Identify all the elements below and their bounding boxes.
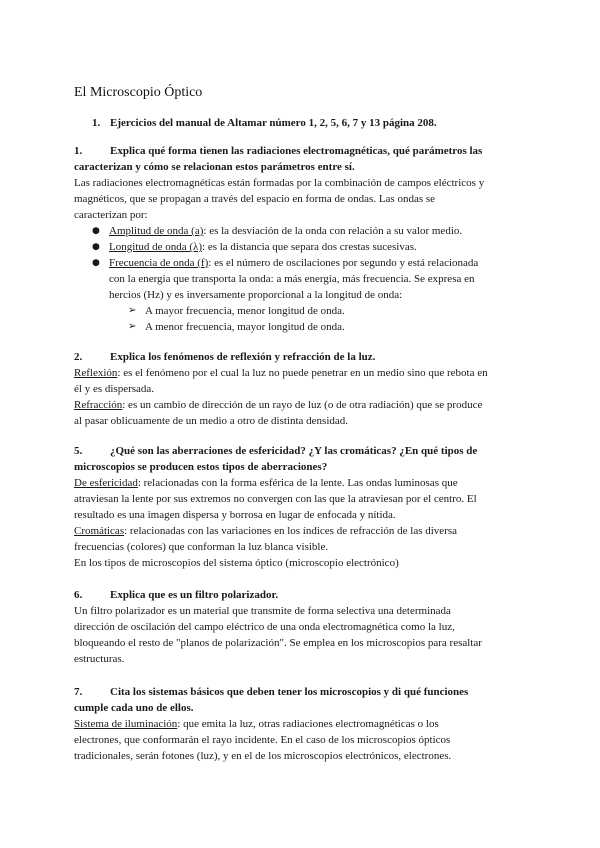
bullet-icon: ● [92, 242, 100, 252]
q5-closing-line: En los tipos de microscopios del sistema óptico (microscopio electrónico) [74, 557, 399, 569]
q1-frequency-line3: hercios (Hz) y es inversamente proporcional a la longitud de onda: [109, 289, 403, 301]
q5-number: 5. [74, 445, 83, 457]
term-frequency: Frecuencia de onda (f) [109, 257, 209, 269]
q7-number: 7. [74, 686, 83, 698]
q6-paragraph-line4: estructuras. [74, 653, 125, 665]
exercise-list-number: 1. [92, 117, 101, 129]
term-esfericidad: De esfericidad [74, 477, 138, 489]
q1-paragraph-line1: Las radiaciones electromagnéticas están formadas por la combinación de campos eléctricos y [74, 177, 485, 189]
q1-frequency-line2: con la energía que transporta la onda: a más energía, más frecuencia. Se expresa en [109, 273, 475, 285]
q5-cromaticas-line1: Cromáticas: relacionadas con las variaciones en los índices de refracción de las diversa [74, 525, 458, 537]
q1-heading-text: Explica qué forma tienen las radiaciones electromagnéticas, qué parámetros las [110, 145, 483, 157]
q7-heading-text: Cita los sistemas básicos que deben tener los microscopios y di qué funciones [110, 686, 469, 698]
q7-heading-line1 [74, 684, 534, 701]
q2-heading [74, 349, 534, 366]
q1-bullet-wavelength: Longitud de onda (λ): es la distancia que separa dos crestas sucesivas. [109, 241, 417, 253]
q1-sub-item-2: A menor frecuencia, mayor longitud de onda. [145, 321, 345, 333]
q5-esfericidad-line2: atraviesan la lente por sus extremos no convergen con las que la atraviesan por el centro. El [74, 493, 477, 505]
term-sistema-iluminacion: Sistema de iluminación [74, 718, 178, 730]
q7-iluminacion-line1: Sistema de iluminación: que emita la luz, otras radiaciones electromagnéticas o los [74, 718, 439, 730]
q1-heading-line2: caracterizan y cómo se relacionan estos parámetros entre sí. [74, 161, 355, 173]
q1-bullet-amplitude: Amplitud de onda (a): es la desviación de la onda con relación a su valor medio. [109, 225, 463, 237]
q6-paragraph-line1: Un filtro polarizador es un material que transmite de forma selectiva una determinada [74, 605, 451, 617]
q7-heading-line2: cumple cada uno de ellos. [74, 702, 194, 714]
exercise-list-text: Ejercicios del manual de Altamar número 1, 2, 5, 6, 7 y 13 página 208. [110, 117, 437, 129]
q6-paragraph-line2: dirección de oscilación del campo eléctrico de una onda electromagnética como la luz, [74, 621, 455, 633]
q7-iluminacion-line2: electrones, que conformarán el rayo incidente. En el caso de los microscopios ópticos [74, 734, 451, 746]
q1-paragraph-line3: caracterizan por: [74, 209, 148, 221]
q2-reflexion-line2: él y es dispersada. [74, 383, 155, 395]
q1-sub-item-1: A mayor frecuencia, menor longitud de onda. [145, 305, 345, 317]
arrow-bullet-icon: ➢ [128, 321, 137, 332]
exercise-list-heading [92, 115, 552, 132]
term-cromaticas: Cromáticas [74, 525, 125, 537]
q5-esfericidad-line3: resultado es una imagen dispersa y borrosa en lugar de enfocada y nítida. [74, 509, 396, 521]
q6-number: 6. [74, 589, 83, 601]
q2-number: 2. [74, 351, 83, 363]
q6-heading [74, 587, 534, 604]
q1-number: 1. [74, 145, 83, 157]
q1-bullet-frequency: Frecuencia de onda (f): es el número de oscilaciones por segundo y está relacionada [109, 257, 479, 269]
term-refraccion: Refracción [74, 399, 123, 411]
bullet-icon: ● [92, 226, 100, 236]
q5-heading-text: ¿Qué son las aberraciones de esfericidad? ¿Y las cromáticas? ¿En qué tipos de [110, 445, 478, 457]
q2-refraccion-line1: Refracción: es un cambio de dirección de un rayo de luz (o de otra radiación) que se produce [74, 399, 483, 411]
q2-heading-text: Explica los fenómenos de reflexión y refracción de la luz. [110, 351, 376, 363]
q6-heading-text: Explica que es un filtro polarizador. [110, 589, 279, 601]
q1-heading-line1 [74, 143, 534, 160]
q1-paragraph-line2: magnéticos, que se propagan a través del espacio en forma de ondas. Las ondas se [74, 193, 436, 205]
page-title: El Microscopio Óptico [74, 85, 203, 100]
q6-paragraph-line3: bloqueando el resto de "planos de polarización". Se emplea en los microscopios para resaltar [74, 637, 482, 649]
q5-cromaticas-line2: frecuencias (colores) que conforman la luz blanca visible. [74, 541, 329, 553]
q5-esfericidad-line1: De esfericidad: relacionadas con la forma esférica de la lente. Las ondas luminosas que [74, 477, 458, 489]
arrow-bullet-icon: ➢ [128, 305, 137, 316]
term-amplitude: Amplitud de onda (a) [109, 225, 204, 237]
term-reflexion: Reflexión [74, 367, 118, 379]
q2-reflexion-line1: Reflexión: es el fenómeno por el cual la luz no puede penetrar en un medio sino que rebota en [74, 367, 488, 379]
q5-heading-line2: microscopios se producen estos tipos de aberraciones? [74, 461, 328, 473]
q7-iluminacion-line3: tradicionales, serán fotones (luz), y en el de los microscopios electrónicos, electrones. [74, 750, 452, 762]
q5-heading-line1 [74, 443, 534, 460]
q2-refraccion-line2: al pasar oblicuamente de un medio a otro de distinta densidad. [74, 415, 349, 427]
term-wavelength: Longitud de onda (λ) [109, 241, 203, 253]
bullet-icon: ● [92, 258, 100, 268]
